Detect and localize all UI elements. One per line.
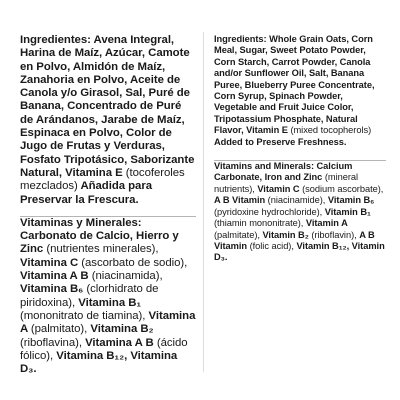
text-run: Vitamin A <box>305 218 348 229</box>
text-run: Vitamin B₁ <box>324 206 371 217</box>
text-run: Vitamin B₁₂, Vitamin D₃. <box>214 240 385 263</box>
text-run: (palmitato), <box>30 323 91 336</box>
text-run: Ingredientes: Avena Integral, Harina de Maíz, Azúcar, Camote en Polvo, Almidón de Maíz, Zanahoria en Polvo, Aceite de Canola y/o Girasol, Sal, Puré de Banana, Concentrado de Puré de Arándanos, Jarabe de Maíz, Espinaca en Polvo, Color de Jugo de Frutas y Verduras, Fosfato Tripotásico, Saborizante Natural, Vitamina E <box>20 34 195 179</box>
text-run: (folic acid), <box>249 240 297 251</box>
text-run: Vitamina A <box>20 309 196 336</box>
text-run: Vitamina B₁₂, Vitamina D₃. <box>20 349 178 376</box>
text-run: Vitamin B₂ <box>262 229 312 240</box>
text-run: (clorhidrato de piridoxina), <box>20 283 159 309</box>
spanish-vitamins-text <box>20 217 196 377</box>
text-run: (niacinamida), <box>91 270 163 283</box>
text-run: Vitaminas y Minerales: Carbonato de Calcio, Hierro y Zinc <box>20 216 179 256</box>
text-run: (mononitrato de tiamina), <box>20 309 149 322</box>
text-run: (ácido fólico), <box>20 336 188 362</box>
text-run: (niacinamide), <box>267 195 328 206</box>
text-run: A B Vitamin <box>214 229 375 251</box>
text-run: Ingredients: Whole Grain Oats, Corn Meal, Sugar, Sweet Potato Powder, Corn Starch, Carrot Powder, Canola and/or Sunflower Oil, Salt, Banana Puree, Blueberry Puree Concentrate, Corn Syrup, Spinach Powder, Vegetable and Fruit Juice Color, Tripotassium Phosphate, Natural Flavor, Vitamin E <box>214 34 375 136</box>
text-run: (sodium ascorbate), <box>302 183 384 194</box>
text-run: (mineral nutrients), <box>214 172 359 194</box>
text-run: Added to Preserve Freshness. <box>214 136 347 147</box>
english-column <box>214 34 386 264</box>
column-divider <box>203 32 204 372</box>
english-vitamins-text <box>214 161 386 264</box>
english-ingredients-panel <box>214 34 386 148</box>
text-run: Vitamina B₂ <box>90 323 154 336</box>
text-run: (riboflavin), <box>311 229 360 240</box>
text-run: (riboflavina), <box>20 336 86 349</box>
english-vitamins-panel <box>214 160 386 264</box>
text-run: Vitamina A B <box>20 270 92 283</box>
text-run: (ascorbato de sodio), <box>81 256 188 269</box>
text-run: Vitamins and Minerals: Calcium Carbonate, Iron and Zinc <box>214 161 353 183</box>
spanish-vitamins-panel <box>20 216 196 377</box>
spanish-ingredients-text <box>20 34 196 207</box>
text-run: Vitamina C <box>20 256 82 269</box>
text-run: (nutrientes minerales), <box>46 243 159 256</box>
text-run: Vitamina A B <box>85 336 157 349</box>
text-run: (palmitate), <box>214 229 263 240</box>
text-run: (thiamin mononitrate), <box>214 218 306 229</box>
text-run: (mixed tocopherols) <box>290 125 372 136</box>
text-run: A B Vitamin <box>214 195 268 206</box>
text-run: Vitamina B₁ <box>78 296 142 309</box>
text-run: Vitamina B₆ <box>20 283 87 296</box>
text-run: Vitamin B₆ <box>327 195 375 206</box>
spanish-ingredients-panel <box>20 34 196 207</box>
text-run: Añadida para Preservar la Frescura. <box>20 180 153 206</box>
english-ingredients-text <box>214 34 386 148</box>
spanish-column <box>20 34 196 376</box>
text-run: Vitamin C <box>257 183 303 194</box>
text-run: (tocoferoles mezclados) <box>20 166 185 193</box>
text-run: (pyridoxine hydrochloride), <box>214 206 325 217</box>
